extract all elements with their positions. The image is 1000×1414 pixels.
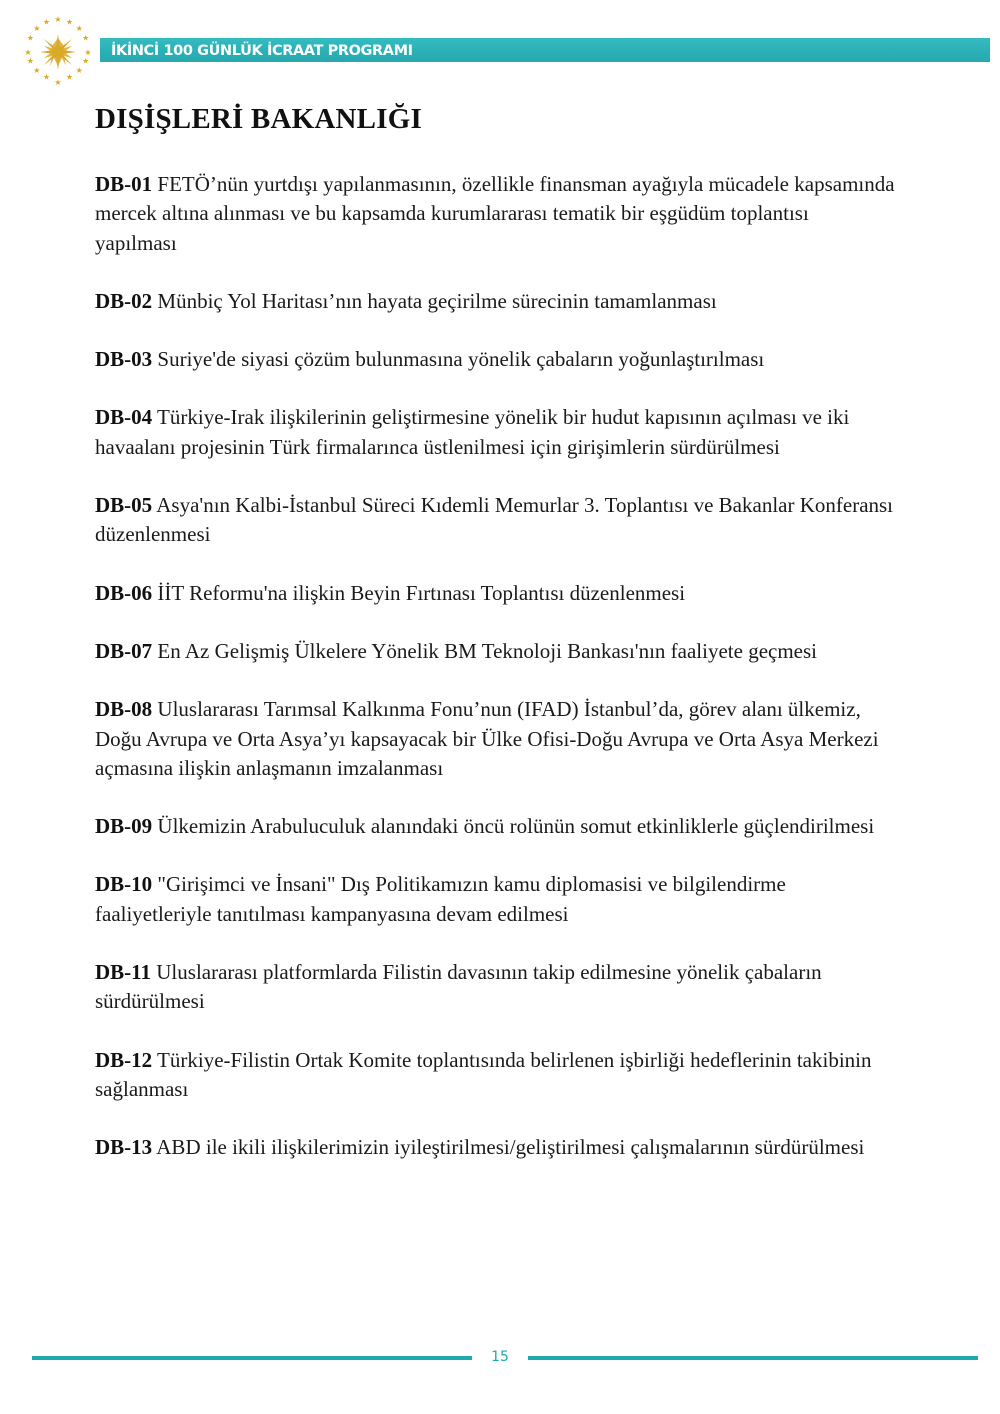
svg-text:★: ★ [75, 66, 83, 76]
svg-text:★: ★ [75, 23, 83, 33]
list-item-db-06 [95, 579, 895, 608]
list-item-db-10 [95, 870, 895, 929]
list-item-db-08 [95, 695, 895, 783]
svg-text:★: ★ [42, 72, 51, 82]
page-number: 15 [491, 1349, 509, 1365]
page-footer [0, 1345, 1000, 1369]
item-code: DB-06 [95, 580, 153, 605]
item-code: DB-04 [95, 405, 153, 430]
item-text: Münbiç Yol Haritası’nın hayata geçirilme sürecinin tamamlanması [157, 288, 717, 313]
list-item-db-13 [95, 1133, 895, 1162]
action-items-list [95, 170, 895, 1163]
svg-text:★: ★ [42, 17, 51, 27]
item-code: DB-05 [95, 493, 153, 518]
list-item-db-03 [95, 345, 895, 374]
svg-text:★: ★ [54, 15, 62, 24]
svg-text:★: ★ [84, 48, 92, 57]
item-text: Suriye'de siyasi çözüm bulunmasına yönelik çabaların yoğunlaştırılması [157, 347, 765, 372]
page-header [0, 0, 1000, 100]
item-text: Uluslararası platformlarda Filistin davasının takip edilmesine yönelik çabaların sürdürülmesi [95, 960, 822, 1014]
svg-text:★: ★ [26, 56, 34, 66]
svg-text:★: ★ [33, 23, 41, 33]
item-code: DB-09 [95, 814, 153, 839]
item-code: DB-07 [95, 638, 153, 663]
list-item-db-11 [95, 958, 895, 1017]
item-code: DB-10 [95, 872, 153, 897]
svg-text:★: ★ [65, 72, 74, 82]
list-item-db-02 [95, 287, 895, 316]
item-text: ABD ile ikili ilişkilerimizin iyileştirilmesi/geliştirilmesi çalışmalarının sürdürülmesi [156, 1135, 865, 1160]
svg-text:★: ★ [33, 66, 41, 76]
item-code: DB-02 [95, 288, 153, 313]
item-text: İİT Reformu'na ilişkin Beyin Fırtınası Toplantısı düzenlenmesi [157, 580, 686, 605]
item-code: DB-11 [95, 960, 152, 985]
list-item-db-12 [95, 1046, 895, 1105]
item-text: Türkiye-Irak ilişkilerinin geliştirmesine yönelik bir hudut kapısının açılması ve iki havaalanı projesinin Türk firmalarınca üstlenilmesi için girişimlerin sürdürülmesi [95, 405, 850, 459]
svg-text:★: ★ [82, 56, 90, 66]
item-text: "Girişimci ve İnsani" Dış Politikamızın kamu diplomasisi ve bilgilendirme faaliyetleriyle tanıtılması kampanyasına devam edilmesi [95, 872, 786, 926]
item-code: DB-13 [95, 1135, 153, 1160]
program-title: İKİNCİ 100 GÜNLÜK İCRAAT PROGRAMI [111, 43, 413, 59]
item-code: DB-01 [95, 172, 153, 196]
item-code: DB-12 [95, 1047, 153, 1072]
list-item-db-05 [95, 491, 895, 550]
list-item-db-07 [95, 637, 895, 666]
svg-text:★: ★ [82, 33, 90, 43]
item-text: FETÖ’nün yurtdışı yapılanmasının, özellikle finansman ayağıyla mücadele kapsamında mercek altına alınması ve bu kapsamda kurumlararası tematik bir eşgüdüm toplantısı yapılması [95, 172, 895, 255]
footer-rule-left [32, 1356, 472, 1360]
page-title: DIŞİŞLERİ BAKANLIĞI [95, 103, 422, 135]
item-text: Ülkemizin Arabuluculuk alanındaki öncü rolünün somut etkinliklerle güçlendirilmesi [157, 814, 875, 839]
list-item-db-04 [95, 403, 895, 462]
item-text: Türkiye-Filistin Ortak Komite toplantısında belirlenen işbirliği hedeflerinin takibinin sağlanması [95, 1047, 872, 1101]
item-code: DB-08 [95, 697, 153, 722]
list-item-db-09 [95, 812, 895, 841]
svg-text:★: ★ [26, 33, 34, 43]
svg-text:★: ★ [54, 78, 62, 87]
svg-text:★: ★ [24, 48, 32, 57]
item-code: DB-03 [95, 347, 153, 372]
svg-text:★: ★ [65, 17, 74, 27]
item-text: En Az Gelişmiş Ülkelere Yönelik BM Teknoloji Bankası'nın faaliyete geçmesi [157, 638, 818, 663]
presidential-sun-emblem-icon [18, 12, 98, 92]
item-text: Uluslararası Tarımsal Kalkınma Fonu’nun (IFAD) İstanbul’da, görev alanı ülkemiz, Doğu Avrupa ve Orta Asya’yı kapsayacak bir Ülke Ofisi-Doğu Avrupa ve Orta Asya Merkezi açmasına ilişkin anlaşmanın imzalanması [95, 697, 879, 780]
item-text: Asya'nın Kalbi-İstanbul Süreci Kıdemli Memurlar 3. Toplantısı ve Bakanlar Konferansı düzenlenmesi [95, 493, 894, 547]
footer-rule-right [528, 1356, 978, 1360]
list-item-db-01 [95, 170, 895, 258]
